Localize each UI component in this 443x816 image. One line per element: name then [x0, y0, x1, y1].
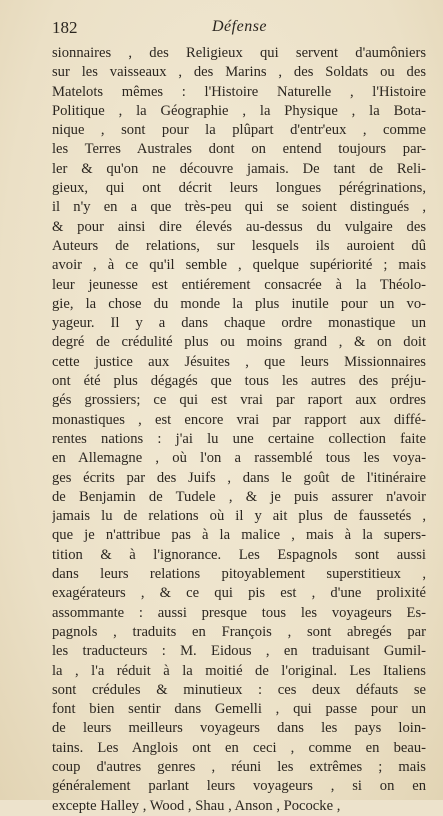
body-text [52, 44, 426, 816]
page-header [52, 18, 424, 44]
text-line: avoir , à ce qu'il semble , quelque supériorité ; mais [52, 257, 426, 274]
text-line: ler & qu'on ne découvre jamais. De tant de Reli- [52, 160, 426, 177]
text-line: & pour ainsi dire élevés au-dessus du vulgaire des [52, 218, 426, 235]
text-line: les Terres Australes dont on entend toujours par- [52, 141, 426, 158]
text-line: Auteurs de relations, sur lesquels ils auroient dû [52, 237, 426, 254]
text-line: jamais lu de relations où il y ait plus de faussetés , [52, 508, 426, 525]
text-line: nique , sont pour la plûpart d'entr'eux , comme [52, 122, 426, 139]
text-line: gés grossiers; ce qui est vrai par raport aux ordres [52, 392, 426, 409]
text-line: ges écrits par des Juifs , dans le goût de l'itinéraire [52, 469, 426, 486]
text-line: pagnols , traduits en François , sont abregés par [52, 623, 426, 640]
text-line: les traducteurs : M. Eidous , en traduisant Gumil- [52, 643, 426, 660]
text-line: tition & à l'ignorance. Les Espagnols sont aussi [52, 546, 426, 563]
text-line: sur les vaisseaux , des Marins , des Soldats ou des [52, 64, 426, 81]
text-line: tains. Les Anglois ont en ceci , comme en beau- [52, 739, 426, 756]
text-line: que je n'attribue pas à la malice , mais à la supers- [52, 527, 426, 544]
text-line: Politique , la Géographie , la Physique , la Bota- [52, 102, 426, 119]
text-line: gieux, qui ont décrit leurs longues pérégrinations, [52, 180, 426, 197]
text-line: coup d'autres genres , réuni les extrêmes ; mais [52, 758, 426, 775]
text-line: en Allemagne , où l'on a rassemblé tous les voya- [52, 450, 426, 467]
text-line: il n'y en a que très-peu qui se soient distingués , [52, 199, 426, 216]
text-line: monastiques , est encore vrai par rapport aux diffé- [52, 411, 426, 428]
text-line: sionnaires , des Religieux qui servent d'aumôniers [52, 45, 426, 61]
text-line: cette justice aux Jésuites , que leurs Missionnaires [52, 353, 426, 370]
text-line: assommante : aussi presque tous les voyageurs Es- [52, 604, 426, 621]
text-line: font bien sentir dans Gemelli , qui passe pour un [52, 701, 426, 718]
text-line: rentes nations : j'ai lu une certaine collection faite [52, 430, 426, 447]
text-line: la , l'a réduit à la moitié de l'original. Les Italiens [52, 662, 426, 679]
running-head: Défense [212, 18, 268, 35]
text-line: Matelots mêmes : l'Histoire Naturelle , l'Histoire [52, 83, 426, 100]
text-line: généralement parlant leurs voyageurs , si on en [52, 778, 426, 795]
text-line: de Benjamin de Tudele , & je puis assurer n'avoir [52, 488, 426, 505]
text-line: leur jeunesse est entiérement consacrée à la Théolo- [52, 276, 426, 293]
text-line: sont crédules & minutieux : ces deux défauts se [52, 681, 426, 698]
text-line: degré de crédulité plus ou moins grand , & on doit [52, 334, 426, 351]
text-line: dans leurs relations pitoyablement superstitieux , [52, 566, 426, 583]
text-line: de leurs meilleurs voyageurs dans les pays loin- [52, 720, 426, 737]
text-line: ont été plus dégagés que tous les autres des préju- [52, 373, 426, 390]
text-line: yageur. Il y a dans chaque ordre monastique un [52, 315, 426, 332]
page-number: 182 [52, 18, 78, 37]
text-line: excepte Halley , Wood , Shau , Anson , Pococke , [52, 797, 341, 814]
text-line: exagérateurs , & ce qui pis est , d'une prolixité [52, 585, 426, 602]
text-line: gie, la chose du monde la plus inutile pour un vo- [52, 295, 426, 312]
